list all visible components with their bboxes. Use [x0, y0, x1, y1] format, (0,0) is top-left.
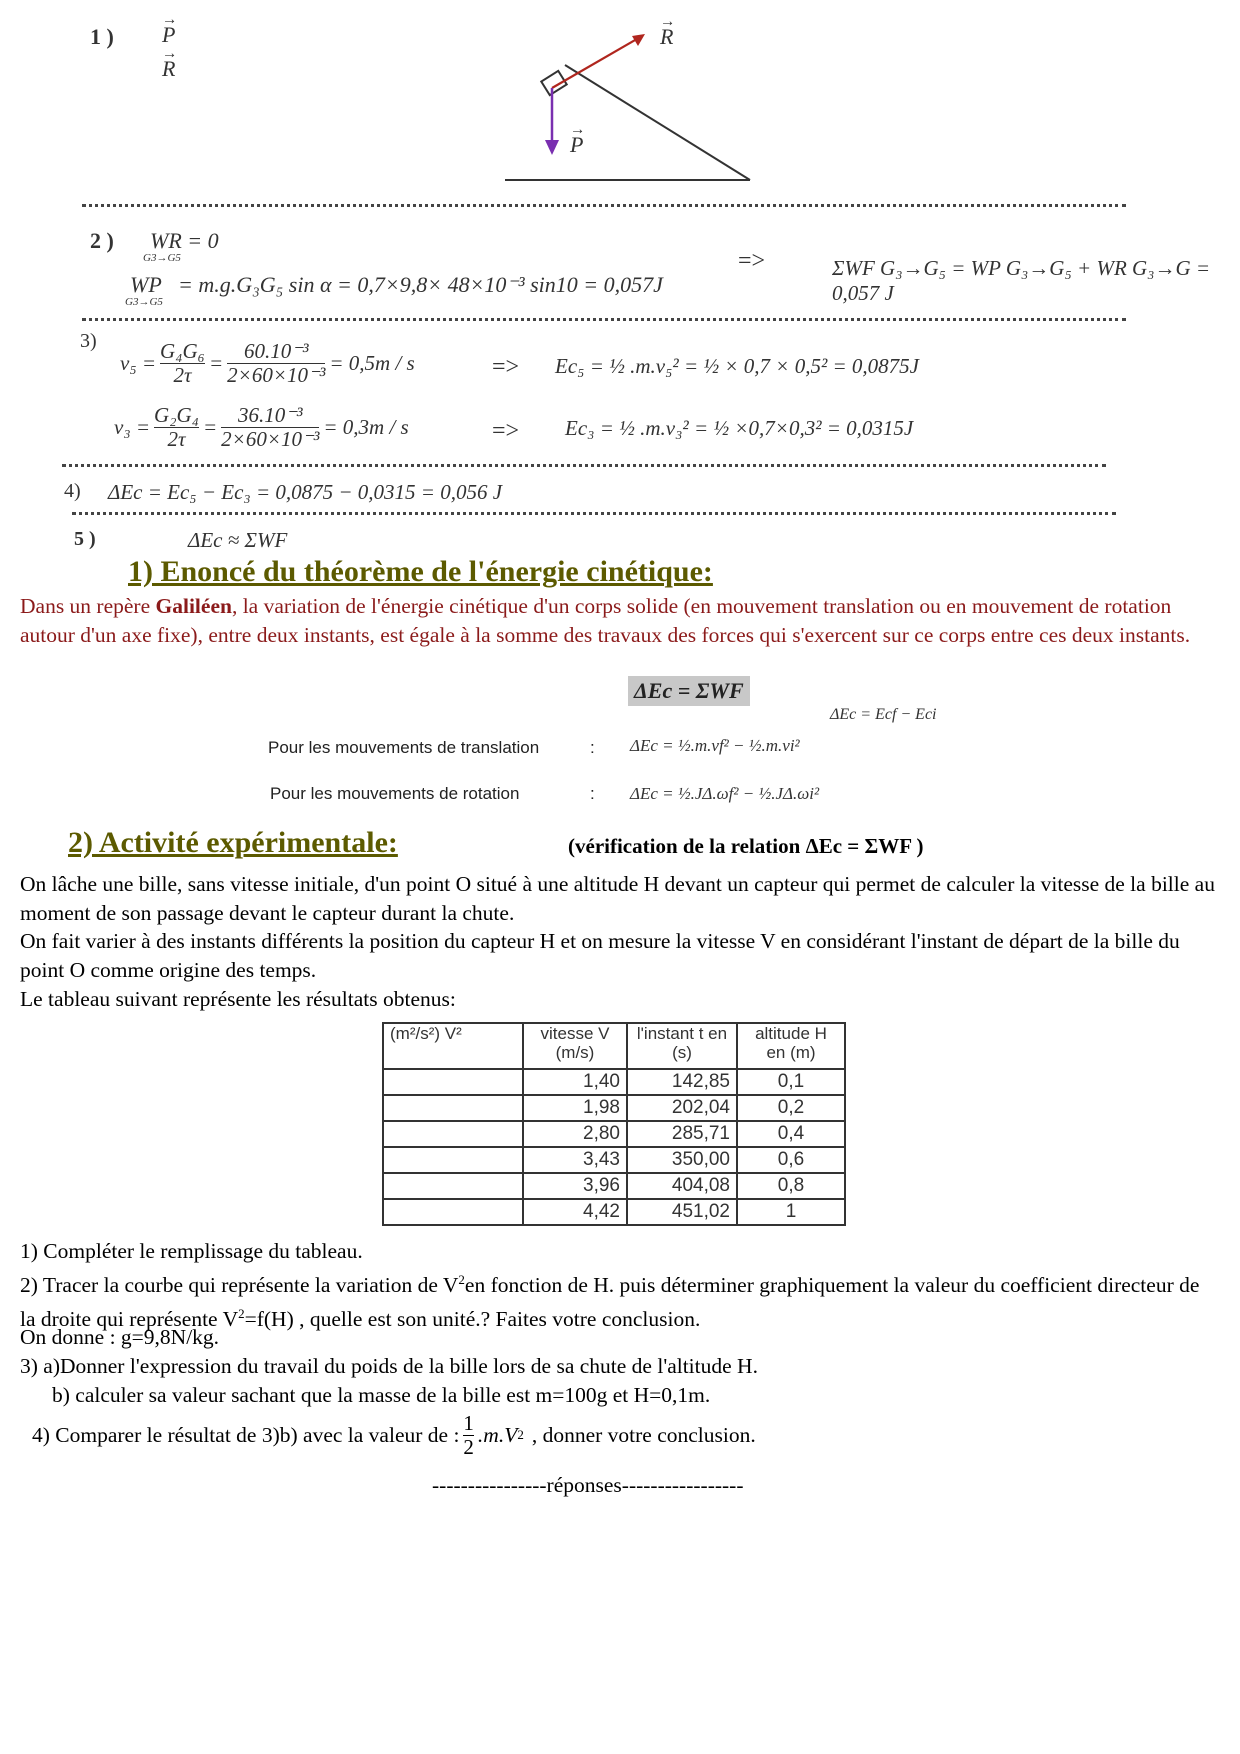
separator	[72, 512, 1116, 515]
section2-title: 2) Activité expérimentale:	[68, 826, 398, 859]
part5-number: 5 )	[74, 528, 96, 550]
cell-v-squared[interactable]	[383, 1173, 523, 1199]
results-table	[382, 1022, 846, 1226]
cell-velocity: 1,98	[523, 1095, 627, 1121]
section2-paragraph2: On fait varier à des instants différents la position du capteur H et on mesure la vitesse V en considérant l'instant de départ de la bille du point O comme origine des temps.	[20, 929, 1180, 982]
diagram-r-label: → R	[660, 24, 673, 50]
rotation-label: Pour les mouvements de rotation	[270, 784, 520, 803]
separator	[62, 464, 1106, 467]
q2-sup-1: 2	[458, 1272, 465, 1287]
question-4: 4) Comparer le résultat de 3)b) avec la valeur de : $\frac{1}{2}$ .m.V 2 , donner votre conclusion.	[32, 1411, 756, 1460]
cell-altitude: 0,4	[737, 1121, 845, 1147]
part1-number: 1 )	[90, 24, 114, 49]
table-row	[383, 1173, 845, 1199]
cell-altitude: 0,1	[737, 1069, 845, 1095]
translation-colon: :	[590, 738, 595, 757]
part2-line1: WR = 0	[150, 228, 219, 253]
q4-fraction: $\frac{1}{2}$	[463, 1411, 474, 1460]
v5-formula: v₅ = $\frac{\text{G₄G₆}}{2\tau}$ = $\frac{\text{60.10⁻³}}{\text{2×60×10⁻³}}$ = 0,5m / s	[120, 339, 415, 388]
cell-time: 451,02	[627, 1199, 737, 1225]
cell-altitude: 0,6	[737, 1147, 845, 1173]
cell-v-squared[interactable]	[383, 1199, 523, 1225]
question-3b: b) calculer sa valeur sachant que la masse de la bille est m=100g et H=0,1m.	[52, 1383, 711, 1407]
force-r-symbol: → R	[162, 56, 175, 82]
part2-line1-sub: G3→G5	[143, 252, 181, 264]
rotation-colon: :	[590, 784, 595, 803]
given-value: On donne : g=9,8N/kg.	[20, 1325, 220, 1349]
part2-line2-lhs: WP	[130, 272, 162, 297]
separator	[82, 318, 1126, 321]
block	[541, 71, 566, 95]
question-3a: 3) a)Donner l'expression du travail du poids de la bille lors de sa chute de l'altitude H.	[20, 1354, 758, 1378]
cell-v-squared[interactable]	[383, 1147, 523, 1173]
part4-formula: ΔEc = Ec₅ − Ec₃ = 0,0875 − 0,0315 = 0,056 J	[108, 480, 503, 504]
formula-right: ΔEc = Ecf − Eci	[830, 706, 937, 723]
incline-diagram	[490, 20, 770, 190]
cell-velocity: 3,96	[523, 1173, 627, 1199]
cell-altitude: 1	[737, 1199, 845, 1225]
translation-formula: ΔEc = ½.m.vf² − ½.m.vi²	[630, 736, 800, 755]
header-v-squared: (m²/s²) V²	[383, 1023, 523, 1069]
cell-v-squared[interactable]	[383, 1121, 523, 1147]
part2-line2-rhs: = m.g.G₃G₅ sin α = 0,7×9,8× 48×10⁻³ sin10 = 0,057J	[178, 272, 663, 297]
q2-sup-2: 2	[238, 1305, 245, 1321]
ec3-formula: Ec₃ = ½ .m.v₃² = ½ ×0,7×0,3² = 0,0315J	[565, 416, 914, 440]
section2-subtitle: (vérification de la relation ΔEc = ΣWF )	[568, 834, 924, 858]
v3-formula: v₃ = $\frac{\text{G₂G₄}}{2\tau}$ = $\frac{\text{36.10⁻³}}{\text{2×60×10⁻³}}$ = 0,3m / s	[114, 403, 409, 452]
cell-v-squared[interactable]	[383, 1095, 523, 1121]
cell-velocity: 2,80	[523, 1121, 627, 1147]
part4-number: 4)	[64, 480, 81, 502]
cell-velocity: 3,43	[523, 1147, 627, 1173]
separator	[82, 204, 1126, 207]
table-row	[383, 1147, 845, 1173]
cell-time: 142,85	[627, 1069, 737, 1095]
table-row	[383, 1069, 845, 1095]
question-2: 2) Tracer la courbe qui représente la variation de $V^2en$ fonction de H. puis déterminer graphiquement la valeur du coefficient directeur de la droite qui représente $V^2=f(H)$ , quelle est son unité.? Faites votre conclusion.	[20, 1272, 1200, 1331]
cell-altitude: 0,8	[737, 1173, 845, 1199]
part2-line2-sub: G3→G5	[125, 296, 163, 308]
reaction-arrow	[552, 36, 642, 88]
cell-v-squared[interactable]	[383, 1069, 523, 1095]
cell-time: 350,00	[627, 1147, 737, 1173]
ec5-formula: Ec₅ = ½ .m.v₅² = ½ × 0,7 × 0,5² = 0,0875J	[555, 354, 920, 378]
v5-arrow: =>	[492, 354, 520, 380]
section2-paragraph1: On lâche une bille, sans vitesse initiale, d'un point O situé à une altitude H devant un capteur qui permet de calculer la vitesse de la bille au moment de son passage devant le capteur durant la chute.	[20, 872, 1215, 925]
question-1: 1) Compléter le remplissage du tableau.	[20, 1239, 363, 1263]
cell-time: 404,08	[627, 1173, 737, 1199]
table-row	[383, 1095, 845, 1121]
part5-formula: ΔEc ≈ ΣWF	[188, 528, 288, 552]
cell-altitude: 0,2	[737, 1095, 845, 1121]
weight-arrowhead	[545, 140, 559, 155]
section1-paragraph: Dans un repère Galiléen, la variation de l'énergie cinétique d'un corps solide (en mouvement translation ou en mouvement de rotation autour d'un axe fixe), entre deux instants, est égale à la somme des travaux des forces qui s'exercent sur ce corps entre ces deux instants.	[20, 594, 1191, 647]
formula-box: ΔEc = ΣWF	[628, 676, 750, 706]
table-header-row	[383, 1023, 845, 1069]
galilean-term: Galiléen	[155, 594, 232, 618]
part2-arrow: =>	[738, 248, 766, 274]
cell-time: 285,71	[627, 1121, 737, 1147]
part3-number: 3)	[80, 330, 97, 352]
section1-title: 1) Enoncé du théorème de l'énergie cinétique:	[128, 555, 713, 588]
cell-velocity: 4,42	[523, 1199, 627, 1225]
q4-sup: 2	[517, 1427, 524, 1443]
cell-time: 202,04	[627, 1095, 737, 1121]
header-velocity: vitesse V (m/s)	[523, 1023, 627, 1069]
section2-paragraph3: Le tableau suivant représente les résultats obtenus:	[20, 987, 456, 1011]
part2-number: 2 )	[90, 228, 114, 253]
header-time: l'instant t en (s)	[627, 1023, 737, 1069]
rotation-formula: ΔEc = ½.JΔ.ωf² − ½.JΔ.ωi²	[630, 784, 820, 803]
table-row	[383, 1199, 845, 1225]
diagram-p-label: → P	[570, 132, 583, 158]
part2-sum: ΣWF G₃→G₅ = WP G₃→G₅ + WR G₃→G = 0,057 J	[832, 256, 1211, 305]
v3-arrow: =>	[492, 418, 520, 444]
cell-velocity: 1,40	[523, 1069, 627, 1095]
force-p-symbol: → P	[162, 22, 175, 48]
header-altitude: altitude H en (m)	[737, 1023, 845, 1069]
force-r-label	[162, 56, 175, 82]
incline-line	[565, 65, 750, 180]
answers-divider: ----------------réponses-----------------	[432, 1473, 744, 1497]
translation-label: Pour les mouvements de translation	[268, 738, 540, 757]
table-row	[383, 1121, 845, 1147]
